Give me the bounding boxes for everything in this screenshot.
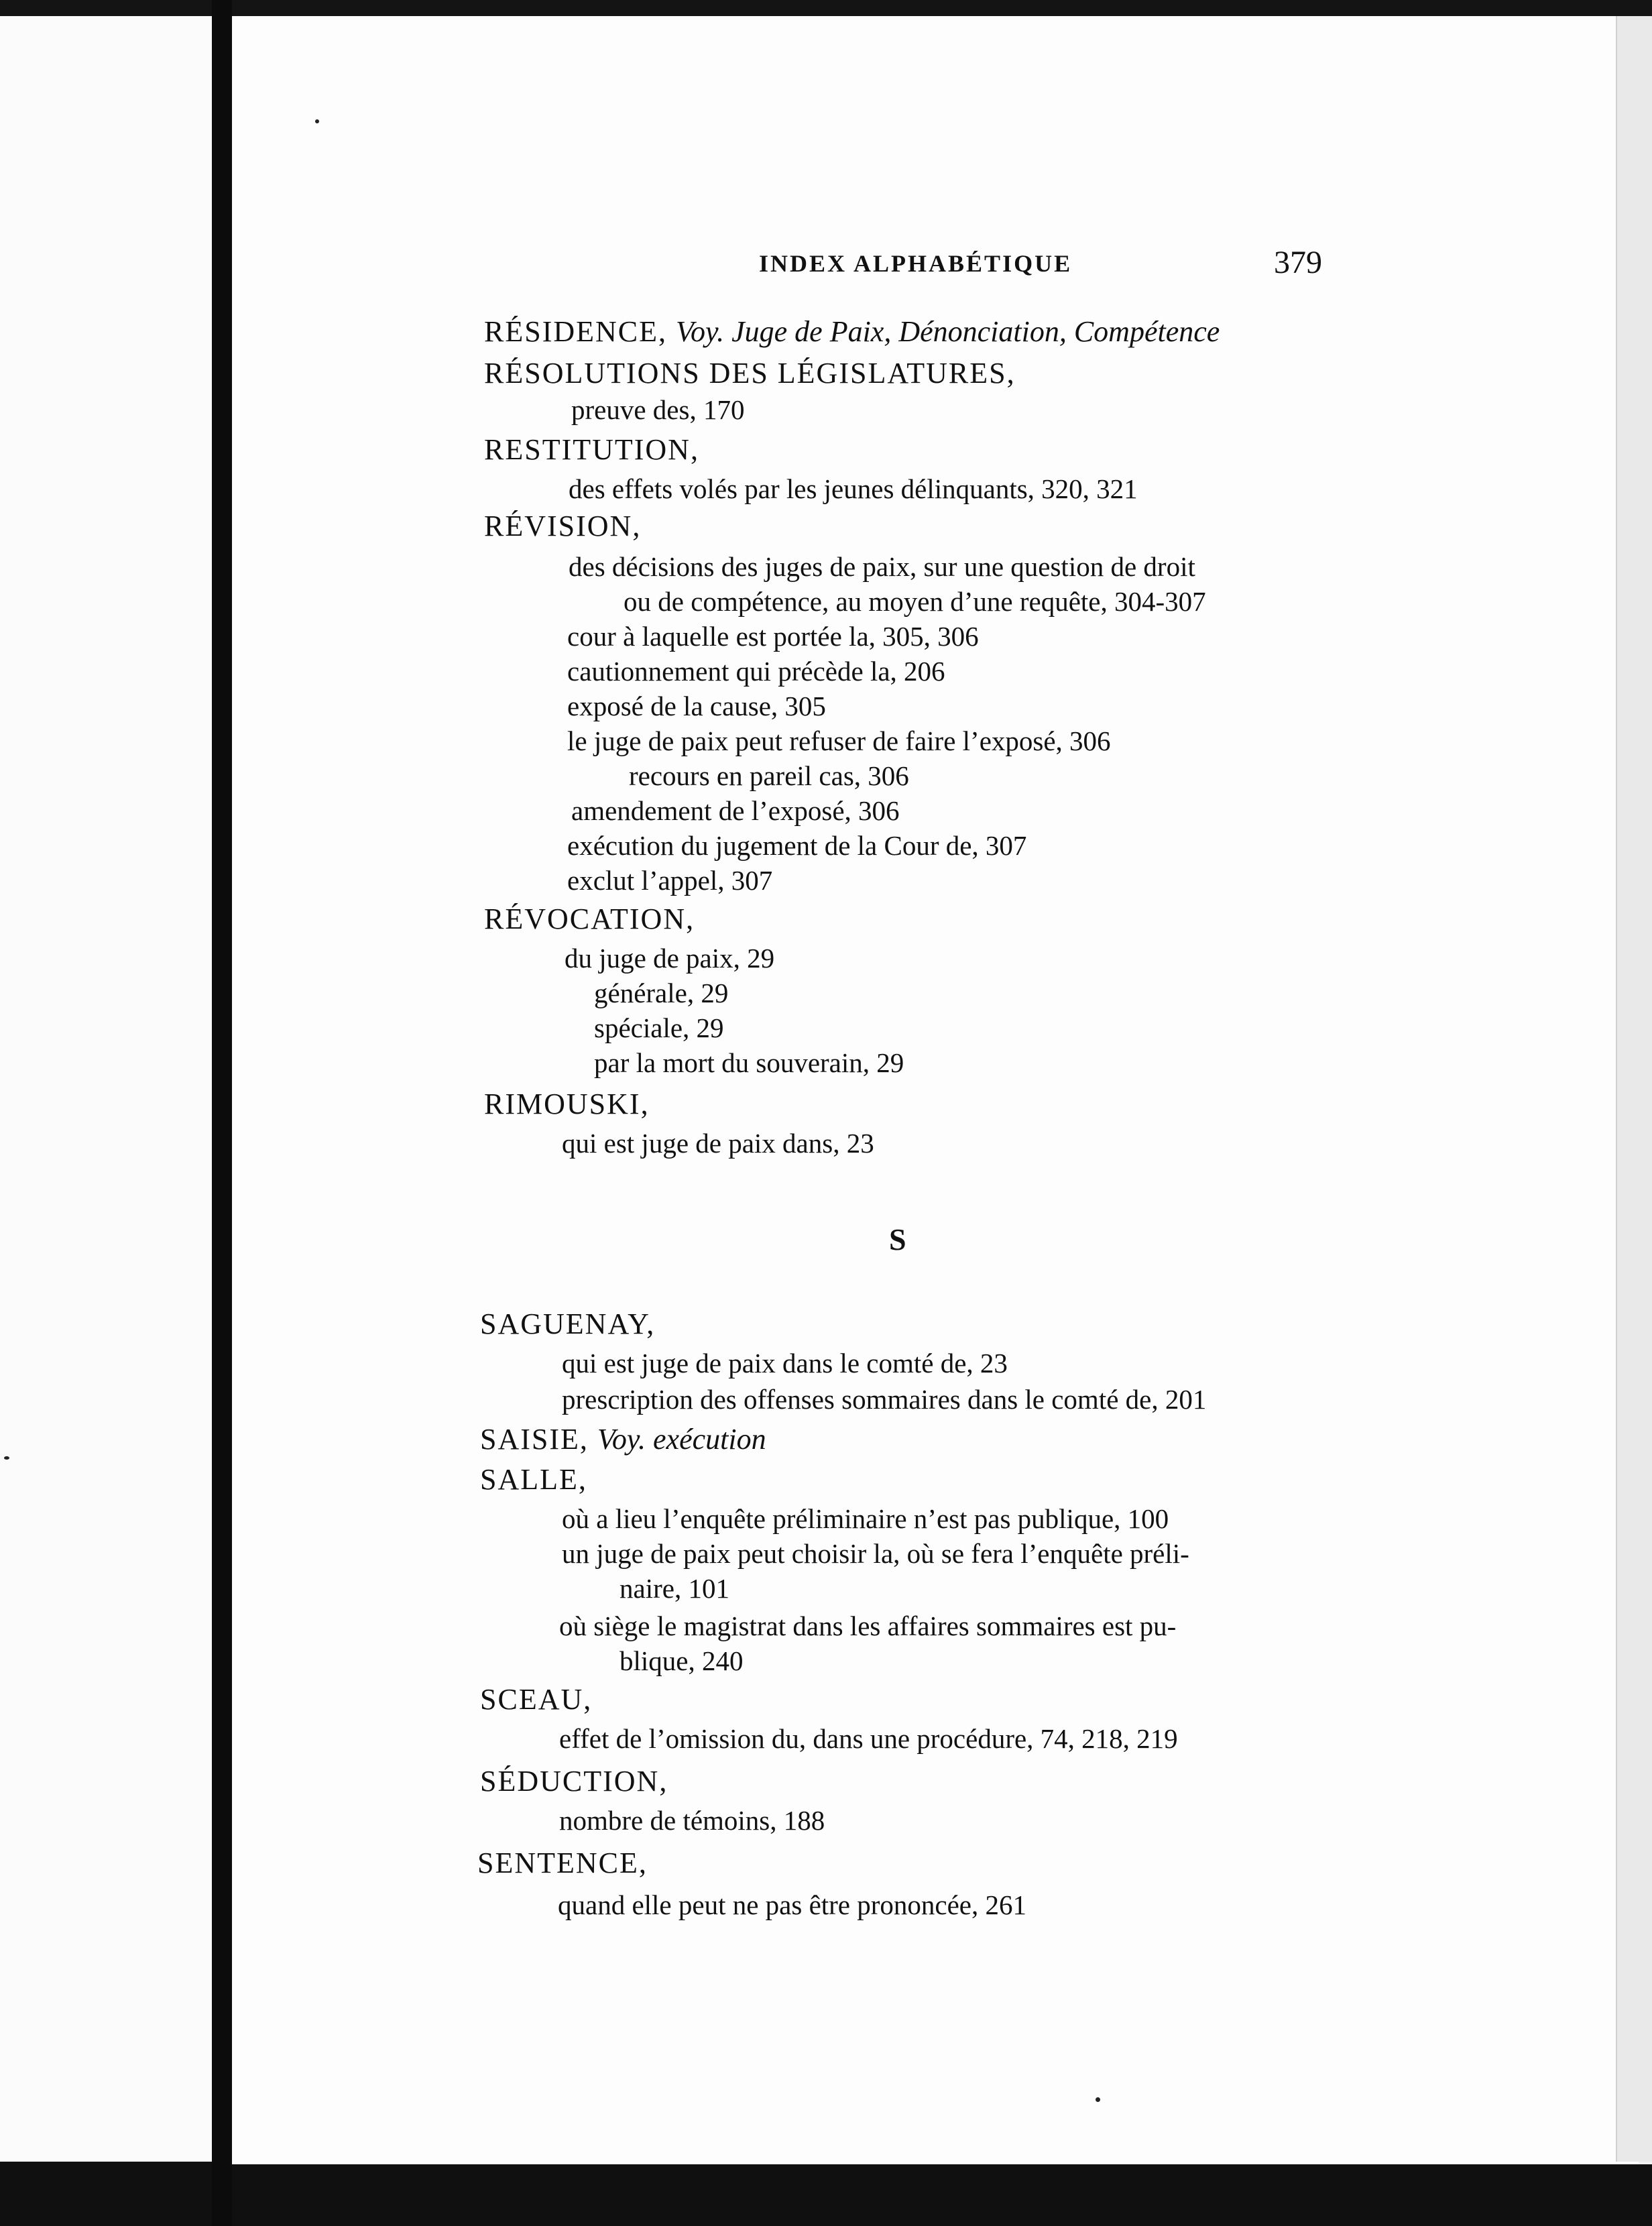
index-subentry: où a lieu l’enquête préliminaire n’est pas publique, 100 [562,1503,1169,1534]
index-subentry: où siège le magistrat dans les affaires sommaires est pu- [559,1610,1177,1641]
index-subentry: des effets volés par les jeunes délinquants, 320, 321 [569,473,1138,504]
index-subentry: cautionnement qui précède la, 206 [567,656,945,687]
index-subentry: exposé de la cause, 305 [567,691,826,721]
index-subentry: le juge de paix peut refuser de faire l’exposé, 306 [567,725,1111,756]
entry-heading: SÉDUCTION, [480,1765,668,1798]
scan-border-top [0,0,1652,16]
index-subentry: qui est juge de paix dans le comté de, 23 [562,1348,1008,1379]
entry-heading: RÉSOLUTIONS DES LÉGISLATURES, [484,357,1016,390]
entry-heading: RESTITUTION, [484,433,699,466]
index-entry-residence [484,315,1220,349]
ink-speck [315,119,319,123]
page-edge [1616,16,1652,2162]
index-subentry: un juge de paix peut choisir la, où se fera l’enquête préli- [562,1538,1189,1569]
scan-border-bottom-left [0,2162,212,2226]
index-subentry: exécution du jugement de la Cour de, 307 [567,830,1027,861]
index-subentry-continuation: ou de compétence, au moyen d’une requête, 304-307 [624,586,1206,617]
book-spine [212,0,232,2226]
entry-heading: SCEAU, [480,1683,593,1716]
index-subentry: qui est juge de paix dans, 23 [562,1128,874,1159]
entry-heading: RÉVISION, [484,510,642,542]
index-entry-saisie [480,1423,766,1456]
cross-reference: Voy. Juge de Paix, Dénonciation, Compétence [676,315,1220,348]
index-subentry: cour à laquelle est portée la, 305, 306 [567,621,979,652]
index-subentry: du juge de paix, 29 [565,943,775,974]
entry-heading: SAISIE, [480,1423,589,1456]
entry-heading: RIMOUSKI, [484,1088,650,1120]
index-subentry: preuve des, 170 [571,394,745,425]
facing-page [0,16,212,2162]
index-subentry: effet de l’omission du, dans une procédure, 74, 218, 219 [559,1723,1178,1754]
index-subentry: des décisions des juges de paix, sur une question de droit [569,551,1195,582]
index-subentry-continuation: naire, 101 [620,1573,729,1604]
index-subentry: quand elle peut ne pas être prononcée, 261 [558,1889,1027,1920]
entry-heading: SAGUENAY, [480,1307,656,1340]
index-subentry: exclut l’appel, 307 [567,865,773,896]
index-subentry: nombre de témoins, 188 [559,1805,825,1836]
index-subentry: amendement de l’exposé, 306 [571,795,900,826]
index-subentry-nested: recours en pareil cas, 306 [629,760,909,791]
page-number: 379 [1274,245,1322,280]
cross-reference: Voy. exécution [597,1423,766,1456]
index-subentry-nested: par la mort du souverain, 29 [594,1047,904,1078]
entry-heading: SALLE, [480,1463,587,1496]
entry-heading: RÉSIDENCE, [484,315,667,348]
scan-border-bottom [232,2164,1652,2226]
index-subentry: prescription des offenses sommaires dans le comté de, 201 [562,1384,1207,1415]
section-letter: S [889,1222,906,1256]
index-subentry-nested: générale, 29 [594,978,729,1008]
running-header: INDEX ALPHABÉTIQUE [759,250,1073,277]
entry-heading: RÉVOCATION, [484,902,695,935]
ink-speck [4,1456,9,1460]
index-subentry-nested: spéciale, 29 [594,1012,724,1043]
index-subentry-continuation: blique, 240 [620,1645,744,1676]
entry-heading: SENTENCE, [477,1847,648,1879]
ink-speck [1096,2097,1100,2102]
